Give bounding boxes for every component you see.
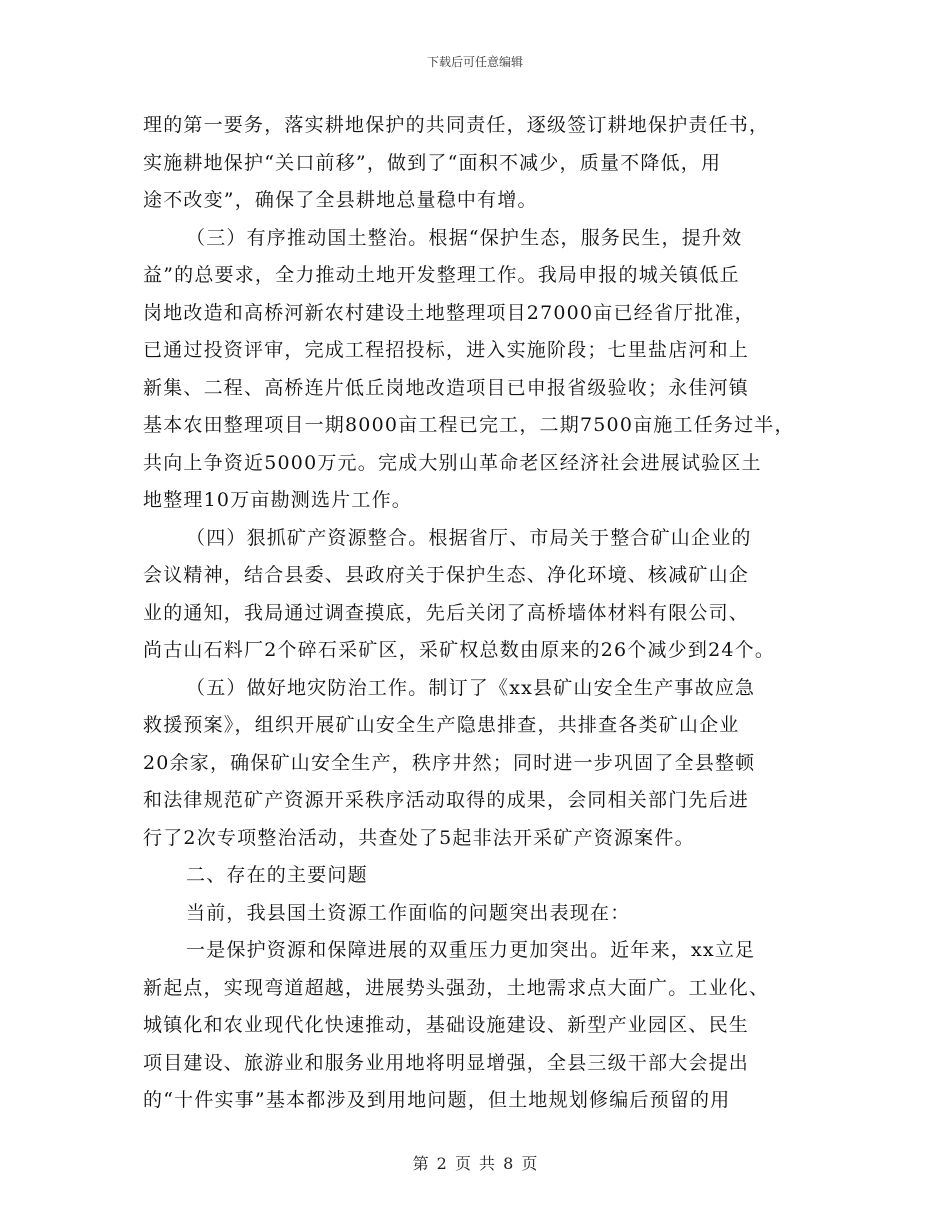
text-line: 一是保护资源和保障进展的双重压力更加突出。近年来，xx立足 — [186, 939, 756, 961]
text-line: 新起点，实现弯道超越，进展势头强劲，土地需求点大面广。工业化、 — [143, 976, 770, 999]
text-line: 地整理10万亩勘测选片工作。 — [143, 489, 412, 511]
text-line: （四）狠抓矿产资源整合。根据省厅、市局关于整合矿山企业的 — [186, 526, 752, 549]
text-line: 城镇化和农业现代化快速推动，基础设施建设、新型产业园区、民生 — [143, 1014, 750, 1036]
text-line: 的“十件实事”基本都涉及到用地问题，但土地规划修编后预留的用 — [143, 1089, 731, 1111]
document-body — [143, 107, 823, 1120]
text-line: 基本农田整理项目一期8000亩工程已完工，二期7500亩施工任务过半， — [143, 414, 795, 436]
text-line: 20余家，确保矿山安全生产，秩序井然；同时进一步巩固了全县整顿 — [143, 751, 756, 774]
text-line: （三）有序推动国土整治。根据“保护生态，服务民生，提升效 — [186, 226, 743, 249]
text-line: 二、存在的主要问题 — [186, 864, 368, 886]
page-footer: 第 2 页 共 8 页 — [412, 1154, 538, 1173]
text-line: （五）做好地灾防治工作。制订了《xx县矿山安全生产事故应急 — [186, 676, 756, 699]
text-line: 项目建设、旅游业和服务业用地将明显增强，全县三级干部大会提出 — [143, 1051, 750, 1074]
text-line: 和法律规范矿产资源开采秩序活动取得的成果，会同相关部门先后进 — [143, 789, 750, 811]
text-line: 岗地改造和高桥河新农村建设土地整理项目27000亩已经省厅批准， — [143, 301, 755, 324]
text-line: 益”的总要求，全力推动土地开发整理工作。我局申报的城关镇低丘 — [143, 264, 740, 286]
text-line: 途不改变”，确保了全县耕地总量稳中有增。 — [143, 189, 538, 211]
text-line: 行了2次专项整治活动，共查处了5起非法开采矿产资源案件。 — [143, 826, 695, 849]
text-line: 理的第一要务，落实耕地保护的共同责任，逐级签订耕地保护责任书， — [143, 114, 770, 136]
text-line: 新集、二程、高桥连片低丘岗地改造项目已申报省级验收；永佳河镇 — [143, 376, 750, 399]
page-header: 下载后可任意编辑 — [426, 55, 523, 69]
text-line: 当前，我县国土资源工作面临的问题突出表现在： — [186, 901, 631, 924]
text-line: 会议精神，结合县委、县政府关于保护生态、净化环境、核减矿山企 — [143, 564, 750, 586]
text-line: 已通过投资评审，完成工程招投标，进入实施阶段；七里盐店河和上 — [143, 339, 750, 361]
text-line: 实施耕地保护“关口前移”，做到了“面积不减少，质量不降低，用 — [143, 151, 722, 174]
text-line: 尚古山石料厂2个碎石采矿区，采矿权总数由原来的26个减少到24个。 — [143, 639, 776, 661]
text-line: 业的通知，我局通过调查摸底，先后关闭了高桥墙体材料有限公司、 — [143, 601, 750, 624]
text-line: 救援预案》，组织开展矿山安全生产隐患排查，共排查各类矿山企业 — [143, 714, 740, 736]
text-line: 共向上争资近5000万元。完成大别山革命老区经济社会进展试验区土 — [143, 451, 762, 474]
